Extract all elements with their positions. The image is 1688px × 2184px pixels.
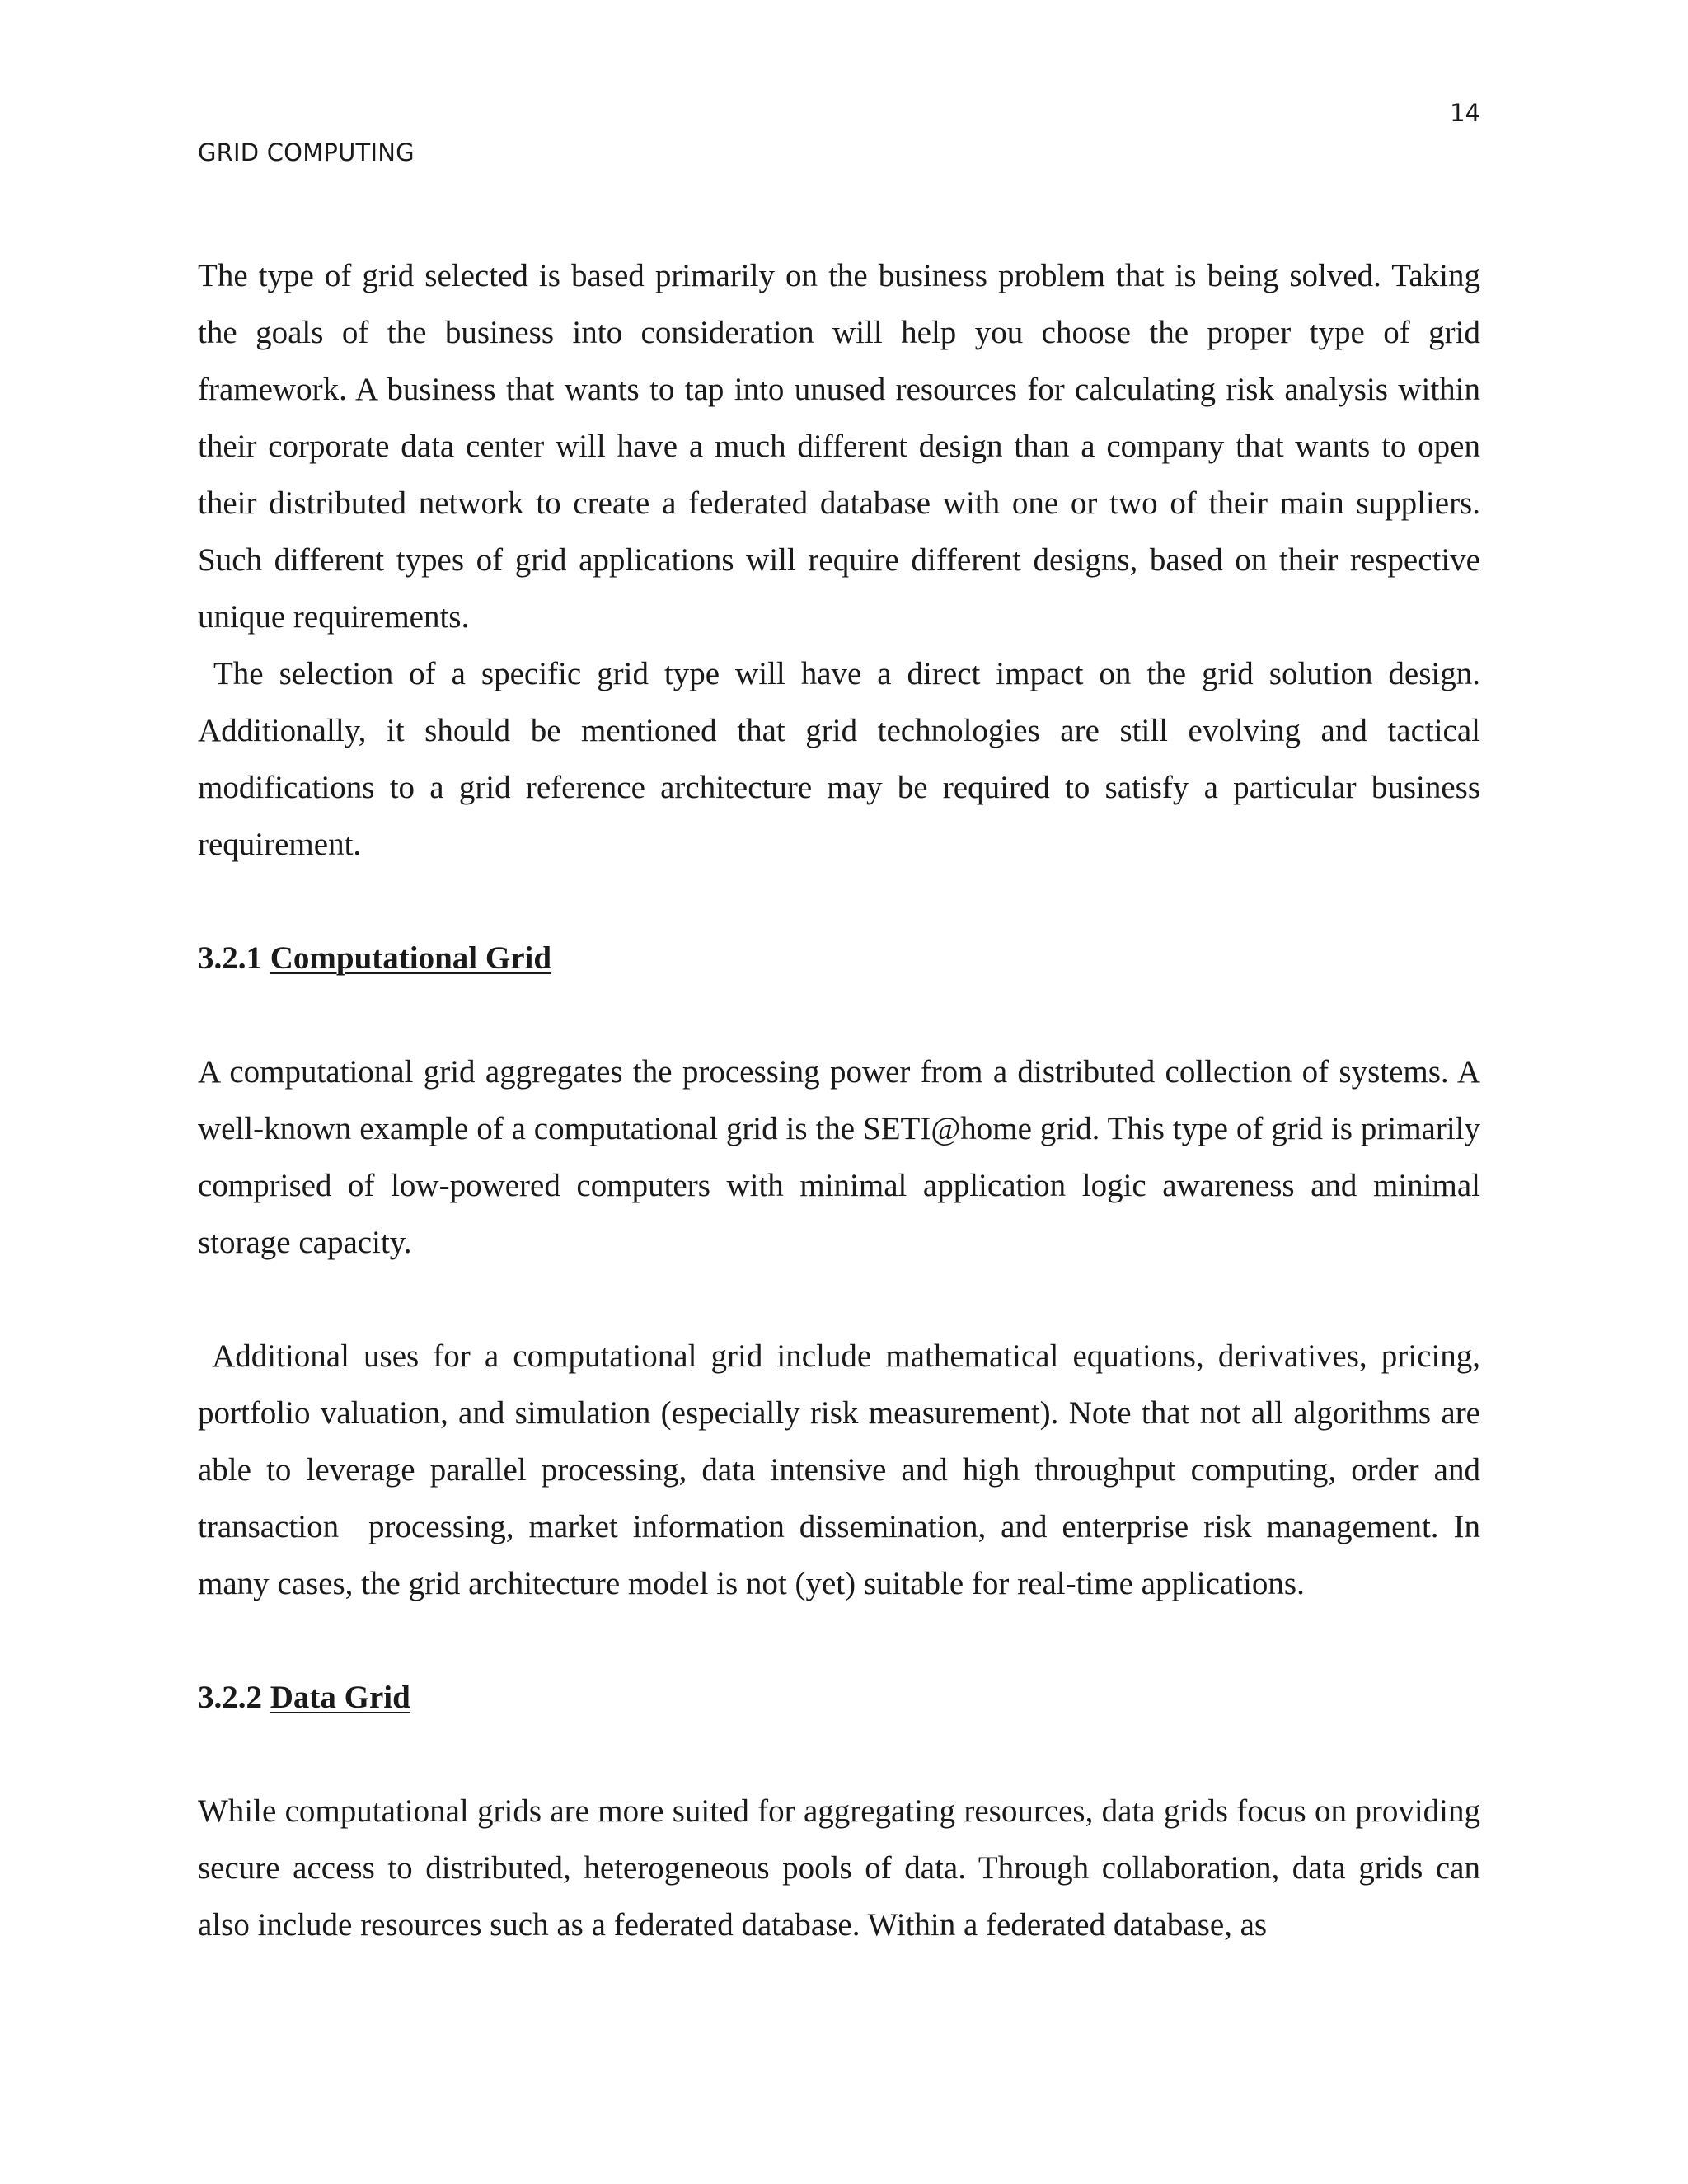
- section-heading-data-grid: [198, 1669, 1480, 1726]
- section-heading-computational-grid: [198, 930, 1480, 987]
- spacer: [198, 1271, 1480, 1328]
- running-header: GRID COMPUTING: [198, 138, 415, 166]
- page-number: 14: [1450, 99, 1480, 127]
- paragraph-grid-selection: The type of grid selected is based primarily on the business problem that is being solved. Taking the goals of the business into consideration will help you choose the proper type of grid framework. A business that wants to tap into unused resources for calculating risk analysis within their corporate data center will have a much different design than a company that wants to open their distributed network to create a federated database with one or two of their main suppliers. Such different types of grid applications will require different designs, based on their respective unique requirements.: [198, 258, 1480, 635]
- paragraph-data-grid-definition: While computational grids are more suited for aggregating resources, data grids focus on providing secure access to distributed, heterogeneous pools of data. Through collaboration, data grids can also include resources such as a federated database. Within a federated database, as: [198, 1793, 1480, 1943]
- section-title: Computational Grid: [270, 940, 552, 976]
- paragraph-computational-grid-uses: Additional uses for a computational grid include mathematical equations, derivatives, pricing, portfolio valuation, and simulation (especially risk measurement). Note that not all algorithms are able to leverage parallel processing, data intensive and high throughput computing, order and transaction processing, market information dissemination, and enterprise risk management. In many cases, the grid architecture model is not (yet) suitable for real-time applications.: [198, 1338, 1489, 1601]
- section-number: 3.2.1: [198, 940, 270, 976]
- spacer: [198, 1612, 1480, 1669]
- spacer: [198, 1726, 1480, 1783]
- paragraph-computational-grid-definition: A computational grid aggregates the processing power from a distributed collection of systems. A well-known example of a computational grid is the SETI@home grid. This type of grid is primarily comprised of low-powered computers with minimal application logic awareness and minimal storage capacity.: [198, 1054, 1480, 1260]
- spacer: [198, 987, 1480, 1043]
- document-body: [198, 247, 1489, 1953]
- section-title: Data Grid: [270, 1680, 410, 1715]
- paragraph-grid-type-impact: The selection of a specific grid type will have a direct impact on the grid solution design. Additionally, it should be mentioned that grid technologies are still evolving and tactical modifications to a grid reference architecture may be required to satisfy a particular business requirement.: [198, 656, 1489, 862]
- section-number: 3.2.2: [198, 1680, 270, 1715]
- spacer: [198, 873, 1480, 930]
